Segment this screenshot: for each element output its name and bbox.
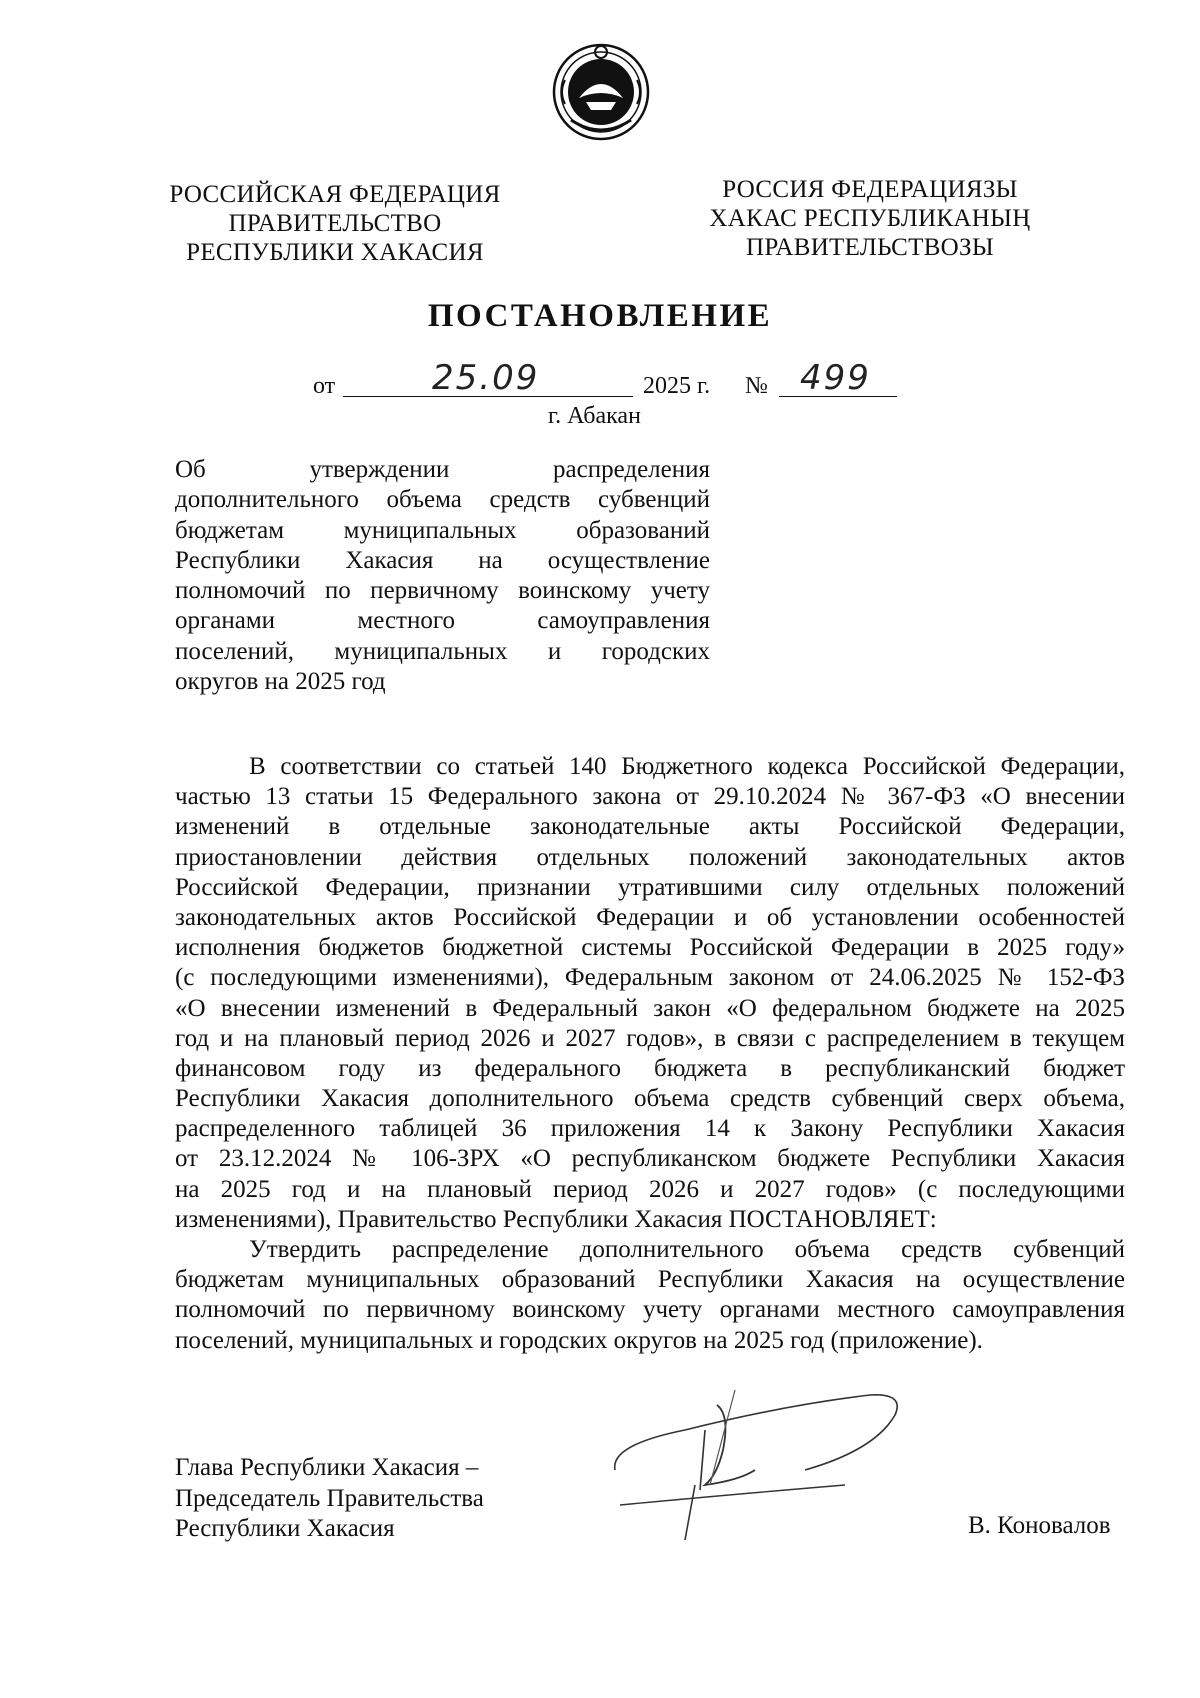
body-line: приостановлении действия отдельных положений законодательных актов: [175, 843, 1125, 871]
body-line: «О внесении изменений в Федеральный закон «О федеральном бюджете на 2025: [175, 994, 1125, 1022]
republic-of-khakassia-emblem-icon: [551, 40, 651, 144]
number-label: №: [745, 373, 768, 399]
subject-line: Республики Хакасия на осуществление: [175, 546, 710, 574]
handwritten-date: 25.09: [432, 358, 540, 398]
city-label: г. Абакан: [548, 403, 641, 429]
document-title: ПОСТАНОВЛЕНИЕ: [427, 298, 773, 334]
subject-line: бюджетам муниципальных образований: [175, 516, 710, 544]
body-line: Республики Хакасия дополнительного объема средств субвенций сверх объема,: [175, 1085, 1125, 1113]
body-line: поселений, муниципальных и городских округов на 2025 год (приложение).: [175, 1326, 983, 1354]
year-label: 2025 г.: [643, 373, 711, 399]
header-kjh: [690, 175, 1050, 262]
body-line: законодательных актов Российской Федерации и об установлении особенностей: [175, 903, 1125, 931]
signatory-title: [175, 1453, 555, 1545]
body-line: на 2025 год и на плановый период 2026 и 2027 годов» (с последующими: [175, 1175, 1125, 1203]
subject-line: полномочий по первичному воинскому учету: [175, 577, 710, 605]
document-subject: [175, 455, 710, 697]
header-ru-line-1: РОССИЙСКАЯ ФЕДЕРАЦИЯ: [169, 181, 501, 208]
subject-line: органами местного самоуправления: [175, 607, 710, 635]
body-line: Утвердить распределение дополнительного объема средств субвенций: [249, 1236, 1125, 1263]
subject-line: поселений, муниципальных и городских: [175, 637, 710, 665]
body-line: год и на плановый период 2026 и 2027 годов», в связи с распределением в текущем: [175, 1024, 1125, 1052]
body-line: финансовом году из федерального бюджета в республиканский бюджет: [175, 1054, 1125, 1082]
header-ru-line-2: ПРАВИТЕЛЬСТВО: [228, 210, 442, 237]
handwritten-signature-icon: [605, 1375, 935, 1555]
signatory-title-line: Республики Хакасия: [175, 1515, 395, 1542]
subject-line: дополнительного объема средств субвенций: [175, 486, 710, 514]
header-kjh-line-1: РОССИЯ ФЕДЕРАЦИЯЗЫ: [722, 176, 1018, 203]
header-kjh-line-2: ХАКАС РЕСПУБЛИКАНЫҢ: [709, 205, 1031, 232]
body-line: частью 13 статьи 15 Федерального закона от 29.10.2024 № 367-ФЗ «О внесении: [175, 783, 1125, 811]
body-line: Российской Федерации, признании утратившими силу отдельных положений: [175, 873, 1125, 901]
body-line: от 23.12.2024 № 106-ЗРХ «О республиканском бюджете Республики Хакасия: [175, 1145, 1125, 1173]
header-kjh-line-3: ПРАВИТЕЛЬСТВОЗЫ: [746, 234, 994, 261]
body-line: исполнения бюджетов бюджетной системы Российской Федерации в 2025 году»: [175, 934, 1125, 962]
handwritten-number: 499: [800, 358, 871, 398]
signatory-title-line: Глава Республики Хакасия –: [175, 1454, 479, 1481]
body-line: распределенного таблицей 36 приложения 14 к Закону Республики Хакасия: [175, 1115, 1125, 1143]
signatory-name: В. Коновалов: [968, 1512, 1111, 1539]
subject-line: округов на 2025 год: [175, 668, 386, 696]
body-line: В соответствии со статьей 140 Бюджетного кодекса Российской Федерации,: [249, 753, 1125, 780]
header-ru: [160, 180, 510, 267]
body-line: изменений в отдельные законодательные акты Российской Федерации,: [175, 813, 1125, 841]
document-body: [175, 752, 1125, 1356]
date-from-label: от: [313, 373, 336, 399]
header-ru-line-3: РЕСПУБЛИКИ ХАКАСИЯ: [186, 239, 484, 266]
body-line: полномочий по первичному воинскому учету органами местного самоуправления: [175, 1296, 1125, 1324]
signatory-title-line: Председатель Правительства: [175, 1484, 484, 1512]
body-line: изменениями), Правительство Республики Хакасия ПОСТАНОВЛЯЕТ:: [175, 1205, 937, 1233]
subject-line: Об утверждении распределения: [175, 456, 710, 483]
body-line: бюджетам муниципальных образований Республики Хакасия на осуществление: [175, 1266, 1125, 1294]
body-line: (с последующими изменениями), Федеральным законом от 24.06.2025 № 152-ФЗ: [175, 964, 1125, 992]
